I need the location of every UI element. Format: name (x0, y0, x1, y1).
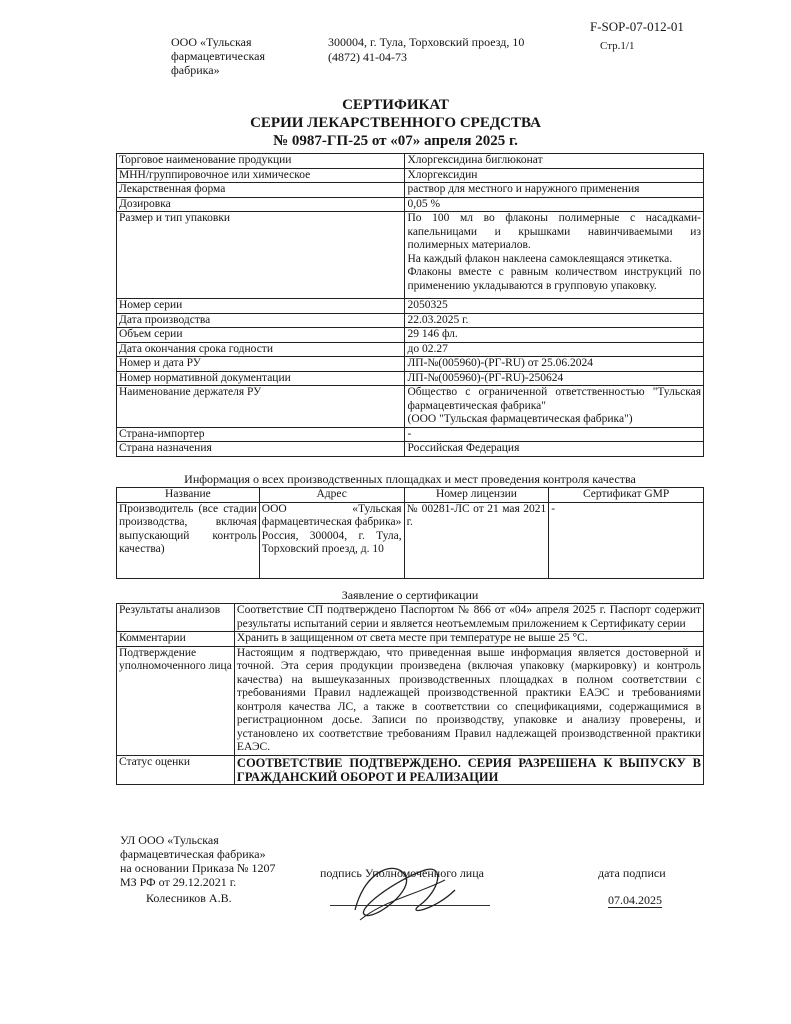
row-label: Страна назначения (117, 442, 405, 457)
col-header: Адрес (259, 488, 404, 503)
table-row (117, 755, 704, 784)
sites-table (116, 487, 704, 579)
row-label: Торговое наименование продукции (117, 154, 405, 169)
statement-table (116, 603, 704, 785)
doc-title-line1: СЕРТИФИКАТ (342, 97, 449, 113)
row-value: ЛП-№(005960)-(РГ-RU)-250624 (405, 371, 704, 386)
row-value: Хлоргексидин (405, 168, 704, 183)
statement-heading: Заявление о сертификации (341, 588, 479, 602)
site-address-line: Россия, 300004, г. Тула, Торховский проезд, д. 10 (261, 529, 402, 555)
company-phone: (4872) 41-04-73 (328, 50, 407, 64)
doc-title-line2: СЕРИИ ЛЕКАРСТВЕННОГО СРЕДСТВА (250, 115, 541, 131)
product-info-table (116, 153, 704, 457)
company-address: 300004, г. Тула, Торховский проезд, 10 (328, 35, 525, 49)
row-value: 2050325 (405, 299, 704, 314)
row-label: Статус оценки (117, 755, 235, 784)
row-label: Номер серии (117, 299, 405, 314)
col-header: Сертификат GMP (549, 488, 704, 503)
assessment-status: СООТВЕТСТВИЕ ПОДТВЕРЖДЕНО. СЕРИЯ РАЗРЕШЕНА К ВЫПУСКУ В ГРАЖДАНСКИЙ ОБОРОТ И РЕАЛИЗАЦИИ (234, 755, 703, 784)
site-name: Производитель (все стадии производства, включая выпускающий контроль качества) (117, 502, 260, 578)
table-header-row (117, 488, 704, 503)
row-value: Настоящим я подтверждаю, что приведенная выше информация является достоверной и точной. Эта серия продукции произведена (включая упаковку (маркировку) и контроль качества) на вышеуказанных производственных площадках в полном соответствии с требованиями Правил надлежащей производственной практики ЕАЭС и требованиями контроля качества ЛС, а также в соответствии со спецификациями, содержащимися в регистрационном досье. Записи по производству, упаковке и анализу проверены, и установлено их соответствие требованиям Правил надлежащей производственной практики ЕАЭС. (234, 646, 703, 755)
row-label: Размер и тип упаковки (117, 212, 405, 299)
table-row (117, 632, 704, 647)
row-value: Российская Федерация (405, 442, 704, 457)
row-label: Дата производства (117, 313, 405, 328)
row-label: Номер нормативной документации (117, 371, 405, 386)
table-row (117, 342, 704, 357)
row-value: - (405, 427, 704, 442)
row-value: 0,05 % (405, 197, 704, 212)
row-value: Хранить в защищенном от света месте при температуре не выше 25 °С. (234, 632, 703, 647)
doc-title-line3: № 0987-ГП-25 от «07» апреля 2025 г. (273, 133, 518, 149)
site-gmp: - (549, 502, 704, 578)
row-label: Наименование держателя РУ (117, 386, 405, 428)
authority-line: УЛ ООО «Тульская (120, 833, 219, 847)
table-row (117, 212, 704, 299)
row-label: Лекарственная форма (117, 183, 405, 198)
sites-heading: Информация о всех производственных площадках и мест проведения контроля качества (184, 472, 636, 486)
row-value: Соответствие СП подтверждено Паспортом № 866 от «04» апреля 2025 г. Паспорт содержит результаты испытаний серии и является неотъемлемым приложением к Сертификату серии (234, 604, 703, 632)
table-row (117, 604, 704, 632)
company-name-line: фабрика» (171, 63, 220, 77)
row-label: Комментарии (117, 632, 235, 647)
authority-line: МЗ РФ от 29.12.2021 г. (120, 875, 237, 889)
table-row (117, 168, 704, 183)
authority-line: фармацевтическая фабрика» (120, 847, 266, 861)
doc-code: F-SOP-07-012-01 (590, 19, 684, 34)
row-value: 22.03.2025 г. (405, 313, 704, 328)
row-value: до 02.27 (405, 342, 704, 357)
row-label: Объем серии (117, 328, 405, 343)
table-row (117, 386, 704, 428)
value-line: По 100 мл во флаконы полимерные с насадками-капельницами и крышками навинчиваемыми из полимерных материалов. (407, 212, 701, 251)
date-label: дата подписи (598, 866, 666, 880)
authorized-person: Колесников А.В. (146, 891, 232, 905)
row-value: 29 146 фл. (405, 328, 704, 343)
row-value: Хлоргексидина биглюконат (405, 154, 704, 169)
site-address (259, 502, 404, 578)
signature-icon (335, 850, 475, 930)
row-label: Дата окончания срока годности (117, 342, 405, 357)
row-label: Подтверждение уполномоченного лица (117, 646, 235, 755)
site-license: № 00281-ЛС от 21 мая 2021 г. (404, 502, 549, 578)
table-row (117, 646, 704, 755)
row-value: раствор для местного и наружного применения (405, 183, 704, 198)
table-row (117, 427, 704, 442)
col-header: Номер лицензии (404, 488, 549, 503)
row-value (405, 386, 704, 428)
table-row (117, 371, 704, 386)
authority-block (120, 833, 275, 889)
row-label: Дозировка (117, 197, 405, 212)
company-name-line: ООО «Тульская (171, 35, 252, 49)
company-name-line: фармацевтическая (171, 49, 266, 63)
site-address-org: ООО «Тульская фармацевтическая фабрика» (261, 502, 402, 528)
row-label: Результаты анализов (117, 604, 235, 632)
row-label: МНН/группировочное или химическое (117, 168, 405, 183)
table-row (117, 183, 704, 198)
table-row (117, 313, 704, 328)
value-line: Флаконы вместе с равным количеством инструкций по применению укладываются в групповую упаковку. (407, 266, 701, 292)
page-label: Стр.1/1 (600, 40, 635, 52)
row-label: Страна-импортер (117, 427, 405, 442)
table-row (117, 502, 704, 578)
row-value: ЛП-№(005960)-(РГ-RU) от 25.06.2024 (405, 357, 704, 372)
table-row (117, 328, 704, 343)
row-label: Номер и дата РУ (117, 357, 405, 372)
table-row (117, 299, 704, 314)
row-value (405, 212, 704, 299)
signature-label: подпись Уполномоченного лица (320, 866, 484, 880)
table-row (117, 197, 704, 212)
value-line: Общество с ограниченной ответственностью "Тульская фармацевтическая фабрика" (407, 386, 701, 412)
value-line: (ООО "Тульская фармацевтическая фабрика") (407, 413, 633, 425)
table-row (117, 357, 704, 372)
value-line: На каждый флакон наклеена самоклеящаяся этикетка. (407, 252, 673, 265)
company-name (171, 35, 265, 77)
signature-date: 07.04.2025 (608, 893, 662, 907)
authority-line: на основании Приказа № 1207 (120, 861, 276, 875)
table-row (117, 154, 704, 169)
table-row (117, 442, 704, 457)
col-header: Название (117, 488, 260, 503)
